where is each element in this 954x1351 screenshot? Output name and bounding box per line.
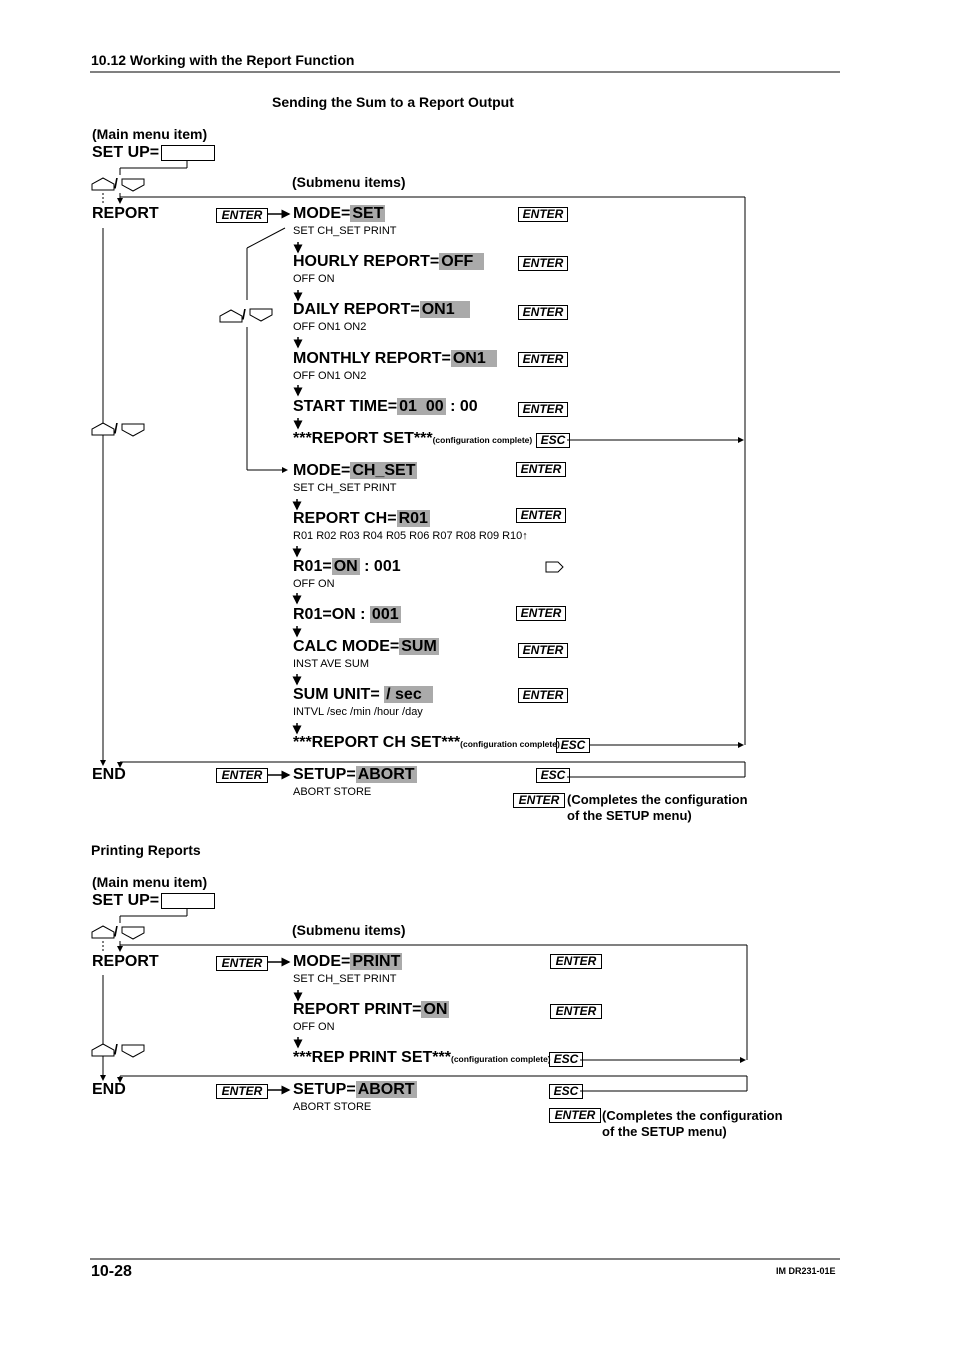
- document-id: IM DR231-01E: [776, 1266, 836, 1276]
- down-key-icon: [250, 309, 272, 321]
- enter-key: ENTER: [216, 208, 268, 223]
- setup-options: ABORT STORE: [293, 786, 372, 798]
- report-print-options: OFF ON: [293, 1021, 335, 1033]
- slash: /: [242, 306, 246, 322]
- report-label: REPORT: [92, 205, 159, 222]
- daily-options: OFF ON1 ON2: [293, 321, 367, 333]
- up-key-icon: [92, 926, 114, 938]
- r01-on-line: R01= ON : 001: [293, 558, 401, 575]
- esc-key: ESC: [536, 433, 570, 448]
- main-menu-label: (Main menu item): [92, 874, 208, 890]
- monthly-options: OFF ON1 ON2: [293, 370, 367, 382]
- sum-unit-options: INTVL /sec /min /hour /day: [293, 706, 423, 718]
- section-header: 10.12 Working with the Report Function: [91, 52, 355, 68]
- enter-key: ENTER: [518, 402, 568, 417]
- submenu-label: (Submenu items): [292, 922, 406, 938]
- up-key-icon: [220, 310, 242, 322]
- enter-key: ENTER: [550, 954, 602, 969]
- setup-abort-line: SETUP= ABORT: [293, 1081, 415, 1098]
- enter-key: ENTER: [216, 1084, 268, 1099]
- setup-options: ABORT STORE: [293, 1101, 372, 1113]
- report-ch-options: R01 R02 R03 R04 R05 R06 R07 R08 R09 R10↑: [293, 530, 528, 542]
- report-print-line: REPORT PRINT= ON: [293, 1001, 448, 1018]
- r01-options: OFF ON: [293, 578, 335, 590]
- setup-label: SET UP=: [92, 144, 160, 161]
- slash: /: [114, 175, 118, 191]
- slash: /: [114, 420, 118, 436]
- section-title: Sending the Sum to a Report Output: [272, 94, 514, 110]
- rep-print-set-line: ***REP PRINT SET***(configuration complete): [293, 1049, 551, 1066]
- up-key-icon: [92, 178, 114, 190]
- sum-unit-line: SUM UNIT= / sec: [293, 686, 431, 703]
- end-label: END: [92, 766, 126, 783]
- monthly-report-line: MONTHLY REPORT= ON1: [293, 350, 495, 367]
- slash: /: [114, 1041, 118, 1057]
- up-key-icon: [92, 423, 114, 435]
- completes-note-1: (Completes the configuration: [602, 1108, 783, 1123]
- enter-key: ENTER: [513, 793, 565, 808]
- esc-key: ESC: [536, 768, 570, 783]
- mode-print-line: MODE= PRINT: [293, 953, 401, 970]
- report-label: REPORT: [92, 953, 159, 970]
- daily-report-line: DAILY REPORT= ON1: [293, 301, 468, 318]
- report-set-line: ***REPORT SET***(configuration complete): [293, 430, 533, 447]
- r01-value-line: R01=ON : 001: [293, 606, 399, 623]
- completes-note-2: of the SETUP menu): [602, 1124, 727, 1139]
- calc-mode-options: INST AVE SUM: [293, 658, 370, 670]
- main-menu-label: (Main menu item): [92, 126, 208, 142]
- down-key-icon: [122, 1045, 144, 1057]
- page-number: 10-28: [91, 1263, 132, 1280]
- enter-key: ENTER: [549, 1108, 601, 1123]
- setup-value-box: [161, 893, 215, 909]
- mode-options: SET CH_SET PRINT: [293, 973, 397, 985]
- section-title: Printing Reports: [91, 842, 201, 858]
- down-key-icon: [122, 179, 144, 191]
- report-ch-line: REPORT CH= R01: [293, 510, 428, 527]
- mode-options: SET CH_SET PRINT: [293, 225, 397, 237]
- enter-key: ENTER: [216, 768, 268, 783]
- start-time-line: START TIME= 01 00 : 00: [293, 398, 478, 415]
- report-ch-set-line: ***REPORT CH SET***(configuration complete): [293, 734, 560, 751]
- setup-label: SET UP=: [92, 892, 160, 909]
- mode-set-line: MODE= SET: [293, 205, 384, 222]
- hourly-options: OFF ON: [293, 273, 335, 285]
- mode-chset-line: MODE= CH_SET: [293, 462, 416, 479]
- enter-key: ENTER: [518, 643, 568, 658]
- enter-key: ENTER: [518, 305, 568, 320]
- enter-key: ENTER: [550, 1004, 602, 1019]
- right-key-icon: [546, 562, 563, 572]
- esc-key: ESC: [549, 1084, 583, 1099]
- up-key-icon: [92, 1044, 114, 1056]
- enter-key: ENTER: [518, 688, 568, 703]
- down-key-icon: [122, 424, 144, 436]
- setup-value-box: [161, 145, 215, 161]
- enter-key: ENTER: [516, 508, 566, 523]
- enter-key: ENTER: [518, 207, 568, 222]
- enter-key: ENTER: [516, 462, 566, 477]
- hourly-report-line: HOURLY REPORT= OFF: [293, 253, 483, 270]
- enter-key: ENTER: [518, 352, 568, 367]
- enter-key: ENTER: [516, 606, 566, 621]
- enter-key: ENTER: [518, 256, 568, 271]
- completes-note-2: of the SETUP menu): [567, 808, 692, 823]
- mode-options: SET CH_SET PRINT: [293, 482, 397, 494]
- down-key-icon: [122, 927, 144, 939]
- end-label: END: [92, 1081, 126, 1098]
- completes-note-1: (Completes the configuration: [567, 792, 748, 807]
- slash: /: [114, 923, 118, 939]
- submenu-label: (Submenu items): [292, 174, 406, 190]
- setup-abort-line: SETUP= ABORT: [293, 766, 415, 783]
- calc-mode-line: CALC MODE= SUM: [293, 638, 437, 655]
- esc-key: ESC: [549, 1052, 583, 1067]
- enter-key: ENTER: [216, 956, 268, 971]
- esc-key: ESC: [556, 738, 590, 753]
